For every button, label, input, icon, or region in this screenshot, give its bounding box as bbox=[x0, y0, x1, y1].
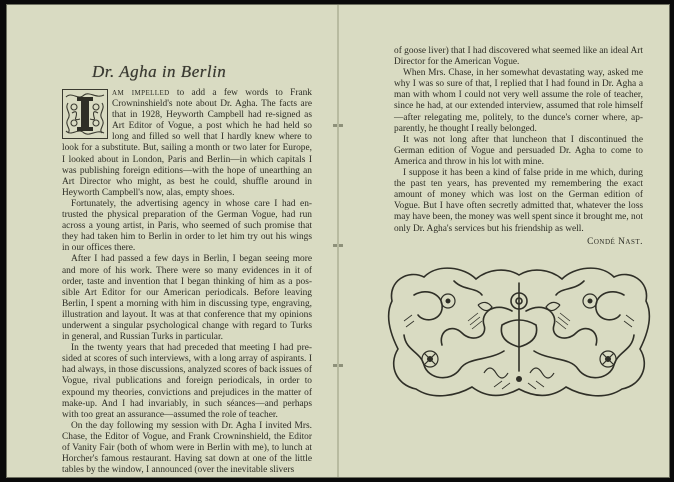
paragraph-1: to add a few words to Frank Crowninshield's note about Dr. Agha. The facts are that in 1928, Heyworth Campbell had re-signed as Art Editor of Vogue, a post which he had held so long and filled so well that I hardly knew where to look for a substitute. But, sailing a month or two later for Europe, I looked about in London, Paris and Berlin—in which capitals I was publishing foreign editions—with the hope of unearthing an Art Director who might, as best he could, shuffle around in Heyworth Campbell's now, alas, empty shoes. bbox=[62, 88, 312, 198]
paragraph-5: On the day following my session with Dr. Agha I invited Mrs. Chase, the Editor of Vogue, and Frank Crowninshield, the Editor of Vanity Fair (both of whom were in Berlin with me), to lunch at Horcher's famous restaurant. Having sat down at one of the little tables by the window, I announced (over the inevitable slivers bbox=[62, 420, 312, 476]
paragraph-2: Fortunately, the advertising agency in whose care I had en-trusted the physical preparation of the German Vogue, had run across a young artist, in Paris, who seemed of such promise that they had taken him to Berlin in order to let him try out his wings in our offices there. bbox=[62, 198, 312, 254]
binding-stitch bbox=[339, 364, 343, 367]
paragraph-7: When Mrs. Chase, in her somewhat devastating way, asked me why I was so sure of that, I replied that I had found in Dr. Agha a man with whom I could not very well assume the role of teacher, since he had, at our extended interview, assumed that role himself—after relegating me, politely, to the dunce's corner where, ap-parently, he thought I really belonged. bbox=[394, 68, 643, 134]
left-page bbox=[6, 4, 337, 478]
left-body-text bbox=[62, 88, 312, 476]
binding-stitch bbox=[339, 244, 343, 247]
binding-stitch bbox=[339, 124, 343, 127]
right-page bbox=[339, 4, 670, 478]
svg-text:I: I bbox=[85, 122, 86, 123]
paragraph-8: It was not long after that luncheon that I discontinued the German edition of Vogue and persuaded Dr. Agha to come to America and throw in his lot with mine. bbox=[394, 134, 643, 167]
paragraph-9: I suppose it has been a kind of false pride in me which, during the past ten years, has prevented my remembering the exact amount of money which was lost on the German edition of Vogue. But I have often secretly admitted that, whatever the loss may have been, the money was well spent since it brought me, not only Dr. Agha's services but his friendship as well. bbox=[394, 168, 643, 234]
book-spread bbox=[6, 4, 670, 478]
right-body-text bbox=[394, 46, 643, 248]
paragraph-4: In the twenty years that had preceded that meeting I had pre-sided at scores of such interviews, with a long array of aspirants. I had always, in those discussions, analyzed scores of back issues of Vogue, rival publications and foreign periodicals, in order to expound my theories, convictions and prejudices in the matter of make-up. And I had invariably, in such séances—and perhaps with too great an assurance—assumed the role of teacher. bbox=[62, 343, 312, 420]
page-title: Dr. Agha in Berlin bbox=[92, 62, 227, 81]
paragraph-3: After I had passed a few days in Berlin, I began seeing more and more of his work. There were so many evidences in it of order, taste and invention that I began thinking of him as a pos-sible Art Editor for our American periodicals. Before leaving Berlin, I spent a morning with him in discussing type, engraving, illustration and layout. It was at that conference that my opinions underwent a singular psychological change with regard to Turks in general, and Russian Turks in particular. bbox=[62, 254, 312, 343]
lead-in-text: am impelled bbox=[112, 88, 170, 98]
floral-ornament-icon bbox=[384, 261, 654, 404]
signature: Condé Nast. bbox=[587, 236, 643, 247]
paragraph-6: of goose liver) that I had discovered what seemed like an ideal Art Director for the American Vogue. bbox=[394, 46, 643, 68]
ornamental-dropcap-icon bbox=[62, 89, 108, 139]
